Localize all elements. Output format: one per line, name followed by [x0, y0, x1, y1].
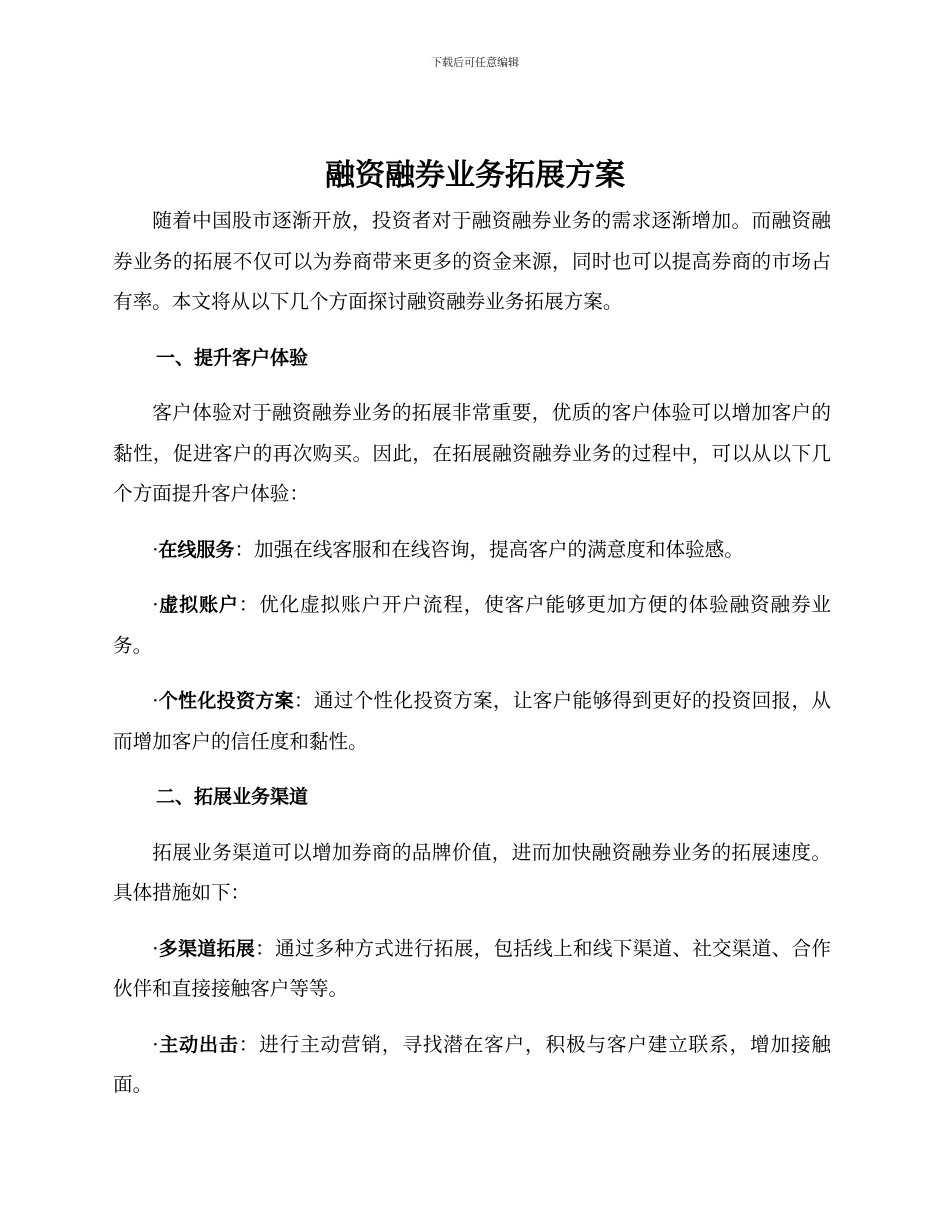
- bullet-item: [113, 929, 831, 1010]
- bullet-marker: ·: [152, 537, 159, 561]
- bullet-separator: ：: [293, 689, 314, 712]
- bullet-text: 通过多种方式进行拓展，包括线上和线下渠道、社交渠道、合作伙伴和直接接触客户等等。: [113, 936, 831, 1000]
- bullet-term: 多渠道拓展: [158, 937, 256, 960]
- bullet-term: 主动出击: [158, 1033, 239, 1056]
- bullet-marker: ·: [152, 689, 159, 712]
- bullet-item: [113, 1025, 831, 1106]
- document-title: 融资融券业务拓展方案: [325, 158, 625, 193]
- bullet-term: 个性化投资方案: [158, 690, 294, 712]
- bullet-item: [113, 585, 831, 666]
- bullet-term: 在线服务: [158, 538, 235, 561]
- bullet-separator: ：: [238, 593, 260, 616]
- bullet-separator: ：: [255, 936, 275, 960]
- document-body: [113, 201, 831, 1106]
- section-heading: 一、提升客户体验: [156, 346, 309, 369]
- bullet-text: 进行主动营销，寻找潜在客户，积极与客户建立联系，增加接触面。: [113, 1032, 831, 1096]
- bullet-text: 优化虚拟账户开户流程，使客户能够更加方便的体验融资融券业务。: [113, 593, 831, 657]
- bullet-marker: ·: [152, 1032, 159, 1056]
- section-paragraph: 拓展业务渠道可以增加券商的品牌价值，进而加快融资融券业务的拓展速度。具体措施如下：: [113, 840, 831, 904]
- bullet-marker: ·: [152, 593, 159, 616]
- bullet-item: [113, 681, 831, 762]
- bullet-text: 通过个性化投资方案，让客户能够得到更好的投资回报，从而增加客户的信任度和黏性。: [113, 689, 831, 753]
- bullet-item: [113, 530, 831, 571]
- bullet-term: 虚拟账户: [158, 594, 239, 616]
- bullet-marker: ·: [152, 936, 159, 960]
- section-heading: 二、拓展业务渠道: [156, 786, 309, 808]
- bullet-text: 加强在线客服和在线咨询，提高客户的满意度和体验感。: [254, 537, 744, 561]
- section-paragraph: 客户体验对于融资融券业务的拓展非常重要，优质的客户体验可以增加客户的黏性，促进客户的再次购买。因此，在拓展融资融券业务的过程中，可以从以下几个方面提升客户体验：: [113, 401, 831, 505]
- bullet-separator: ：: [234, 537, 255, 561]
- bullet-separator: ：: [238, 1032, 260, 1056]
- page-header: 下载后可任意编辑: [431, 56, 519, 69]
- intro-paragraph: 随着中国股市逐渐开放，投资者对于融资融券业务的需求逐渐增加。而融资融券业务的拓展不仅可以为券商带来更多的资金来源，同时也可以提高券商的市场占有率。本文将从以下几个方面探讨融资融券业务拓展方案。: [113, 209, 831, 313]
